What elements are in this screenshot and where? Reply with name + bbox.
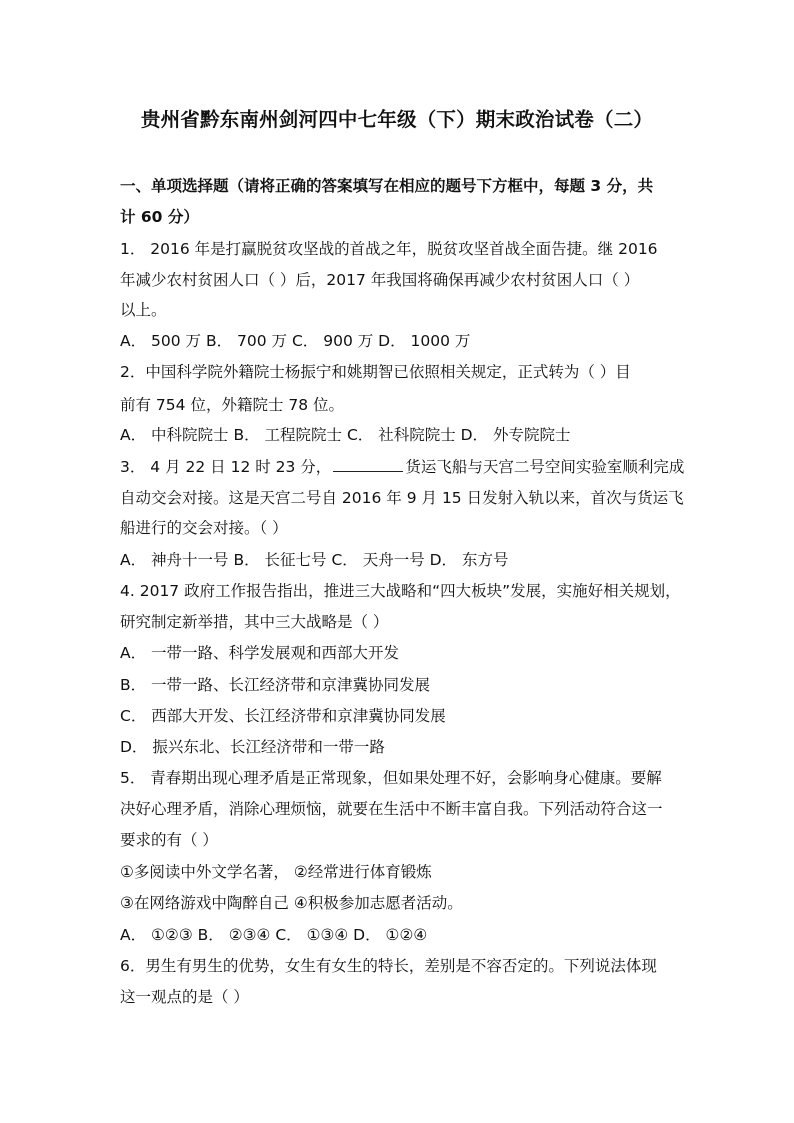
question-5-line-3: 要求的有（ ） <box>120 831 218 849</box>
question-6-line-1: 6．男生有男生的优势，女生有女生的特长，差别是不容否定的。下列说法体现 <box>120 957 657 975</box>
question-1-options: A． 500 万 B． 700 万 C． 900 万 D． 1000 万 <box>120 332 471 350</box>
question-4-line-2: 研究制定新举措，其中三大战略是（ ） <box>120 613 389 631</box>
question-1-line-3: 以上。 <box>120 301 167 319</box>
question-6-line-2: 这一观点的是（ ） <box>120 988 249 1006</box>
question-3-options: A． 神舟十一号 B． 长征七号 C． 天舟一号 D． 东方号 <box>120 551 509 569</box>
question-5-options: A． ①②③ B． ②③④ C． ①③④ D． ①②④ <box>120 926 428 944</box>
answer-blank <box>333 457 403 472</box>
question-3-suffix: 货运飞船与天宫二号空间实验室顺利完成 <box>405 458 685 476</box>
question-3-line-1 <box>120 457 684 477</box>
question-2-line-1: 2．中国科学院外籍院士杨振宁和姚期智已依照相关规定，正式转为（ ）目 <box>120 363 631 381</box>
question-1-line-2: 年减少农村贫困人口（ ）后，2017 年我国将确保再减少农村贫困人口（ ） <box>120 271 640 289</box>
section-heading: 一、单项选择题（请将正确的答案填写在相应的题号下方框中，每题 3 分，共 <box>120 177 654 195</box>
section-heading-cont: 计 60 分） <box>120 208 199 226</box>
question-4-option-a: A． 一带一路、科学发展观和西部大开发 <box>120 644 400 662</box>
question-4-line-1: 4. 2017 政府工作报告指出，推进三大战略和“四大板块”发展，实施好相关规划， <box>120 582 681 600</box>
page-title: 贵州省黔东南州剑河四中七年级（下）期末政治试卷（二） <box>140 108 654 131</box>
question-3-prefix: 3． 4 月 22 日 12 时 23 分， <box>120 458 332 476</box>
question-5-items-2: ③在网络游戏中陶醉自己 ④积极参加志愿者活动。 <box>120 894 463 912</box>
question-5-line-2: 决好心理矛盾，消除心理烦恼，就要在生活中不断丰富自我。下列活动符合这一 <box>120 800 663 818</box>
question-4-option-d: D． 振兴东北、长江经济带和一带一路 <box>120 738 385 756</box>
question-2-options: A． 中科院院士 B． 工程院院士 C． 社科院院士 D． 外专院院士 <box>120 426 571 444</box>
question-5-items-1: ①多阅读中外文学名著， ②经常进行体育锻炼 <box>120 863 432 881</box>
question-1-line-1: 1． 2016 年是打赢脱贫攻坚战的首战之年，脱贫攻坚首战全面告捷。继 2016 <box>120 240 658 258</box>
question-2-line-2: 前有 754 位，外籍院士 78 位。 <box>120 396 345 414</box>
question-5-line-1: 5． 青春期出现心理矛盾是正常现象，但如果处理不好，会影响身心健康。要解 <box>120 769 662 787</box>
question-3-line-3: 船进行的交会对接。（ ） <box>120 519 288 537</box>
question-3-line-2: 自动交会对接。这是天宫二号自 2016 年 9 月 15 日发射入轨以来，首次与货运飞 <box>120 489 684 507</box>
question-4-option-c: C． 西部大开发、长江经济带和京津冀协同发展 <box>120 707 446 725</box>
question-4-option-b: B． 一带一路、长江经济带和京津冀协同发展 <box>120 676 431 694</box>
